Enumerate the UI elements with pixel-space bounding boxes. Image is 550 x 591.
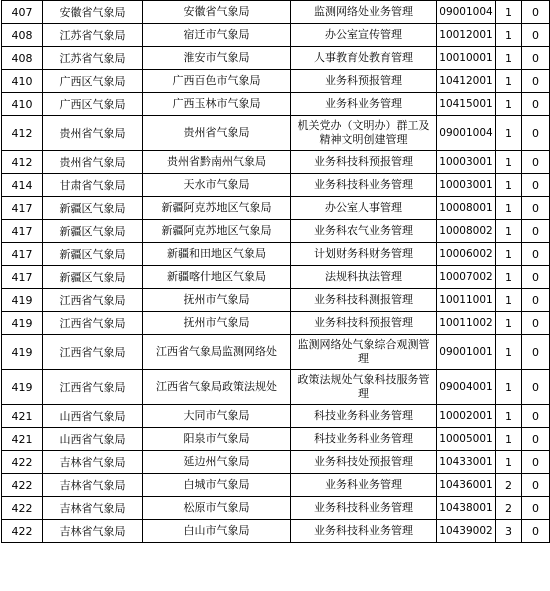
code-cell: 10412001 <box>437 70 496 93</box>
extra-cell: 0 <box>522 289 550 312</box>
rank-cell: 410 <box>2 93 43 116</box>
extra-cell: 0 <box>522 428 550 451</box>
position-cell: 办公室宣传管理 <box>291 24 437 47</box>
count-cell: 1 <box>496 70 522 93</box>
unit-cell: 新疆阿克苏地区气象局 <box>143 220 291 243</box>
extra-cell: 0 <box>522 116 550 151</box>
count-cell: 1 <box>496 405 522 428</box>
position-cell: 业务科业务管理 <box>291 474 437 497</box>
unit-cell: 延边州气象局 <box>143 451 291 474</box>
position-cell: 科技业务科业务管理 <box>291 405 437 428</box>
rank-cell: 408 <box>2 47 43 70</box>
position-cell: 业务科技科业务管理 <box>291 174 437 197</box>
unit-cell: 贵州省黔南州气象局 <box>143 151 291 174</box>
province-cell: 广西区气象局 <box>43 70 143 93</box>
province-cell: 山西省气象局 <box>43 428 143 451</box>
province-cell: 甘肃省气象局 <box>43 174 143 197</box>
table-row <box>2 335 550 370</box>
count-cell: 2 <box>496 474 522 497</box>
code-cell: 09004001 <box>437 370 496 405</box>
table-row <box>2 405 550 428</box>
table-row <box>2 451 550 474</box>
province-cell: 江苏省气象局 <box>43 47 143 70</box>
count-cell: 1 <box>496 197 522 220</box>
province-cell: 贵州省气象局 <box>43 116 143 151</box>
position-cell: 业务科技科业务管理 <box>291 520 437 543</box>
province-cell: 新疆区气象局 <box>43 220 143 243</box>
count-cell: 1 <box>496 266 522 289</box>
code-cell: 10011002 <box>437 312 496 335</box>
province-cell: 安徽省气象局 <box>43 1 143 24</box>
rank-cell: 422 <box>2 497 43 520</box>
rank-cell: 407 <box>2 1 43 24</box>
rank-cell: 410 <box>2 70 43 93</box>
position-cell: 业务科技科预报管理 <box>291 312 437 335</box>
position-cell: 业务科技科业务管理 <box>291 497 437 520</box>
count-cell: 1 <box>496 428 522 451</box>
position-cell: 监测网络处气象综合观测管理 <box>291 335 437 370</box>
position-cell: 办公室人事管理 <box>291 197 437 220</box>
code-cell: 10439002 <box>437 520 496 543</box>
rank-cell: 422 <box>2 474 43 497</box>
rank-cell: 417 <box>2 266 43 289</box>
rank-cell: 419 <box>2 370 43 405</box>
extra-cell: 0 <box>522 520 550 543</box>
code-cell: 10006002 <box>437 243 496 266</box>
code-cell: 10415001 <box>437 93 496 116</box>
position-cell: 业务科技科测报管理 <box>291 289 437 312</box>
extra-cell: 0 <box>522 24 550 47</box>
count-cell: 1 <box>496 243 522 266</box>
code-cell: 10438001 <box>437 497 496 520</box>
code-cell: 10436001 <box>437 474 496 497</box>
province-cell: 新疆区气象局 <box>43 243 143 266</box>
rank-cell: 417 <box>2 197 43 220</box>
extra-cell: 0 <box>522 70 550 93</box>
code-cell: 10005001 <box>437 428 496 451</box>
table-row <box>2 47 550 70</box>
table-row <box>2 428 550 451</box>
unit-cell: 抚州市气象局 <box>143 289 291 312</box>
unit-cell: 抚州市气象局 <box>143 312 291 335</box>
code-cell: 09001004 <box>437 116 496 151</box>
rank-cell: 414 <box>2 174 43 197</box>
rank-cell: 417 <box>2 243 43 266</box>
count-cell: 1 <box>496 289 522 312</box>
extra-cell: 0 <box>522 1 550 24</box>
position-cell: 业务科技处预报管理 <box>291 451 437 474</box>
recruitment-table <box>1 0 550 543</box>
code-cell: 10008002 <box>437 220 496 243</box>
extra-cell: 0 <box>522 266 550 289</box>
code-cell: 10008001 <box>437 197 496 220</box>
province-cell: 新疆区气象局 <box>43 197 143 220</box>
count-cell: 1 <box>496 335 522 370</box>
province-cell: 江西省气象局 <box>43 289 143 312</box>
table-row <box>2 197 550 220</box>
unit-cell: 贵州省气象局 <box>143 116 291 151</box>
extra-cell: 0 <box>522 451 550 474</box>
province-cell: 吉林省气象局 <box>43 497 143 520</box>
extra-cell: 0 <box>522 151 550 174</box>
unit-cell: 大同市气象局 <box>143 405 291 428</box>
count-cell: 1 <box>496 1 522 24</box>
rank-cell: 419 <box>2 312 43 335</box>
unit-cell: 新疆阿克苏地区气象局 <box>143 197 291 220</box>
count-cell: 1 <box>496 47 522 70</box>
unit-cell: 新疆喀什地区气象局 <box>143 266 291 289</box>
rank-cell: 419 <box>2 289 43 312</box>
count-cell: 1 <box>496 116 522 151</box>
position-cell: 业务科技科预报管理 <box>291 151 437 174</box>
rank-cell: 421 <box>2 405 43 428</box>
table-row <box>2 520 550 543</box>
province-cell: 江苏省气象局 <box>43 24 143 47</box>
unit-cell: 新疆和田地区气象局 <box>143 243 291 266</box>
rank-cell: 419 <box>2 335 43 370</box>
province-cell: 新疆区气象局 <box>43 266 143 289</box>
unit-cell: 白山市气象局 <box>143 520 291 543</box>
count-cell: 2 <box>496 497 522 520</box>
table-row <box>2 116 550 151</box>
province-cell: 江西省气象局 <box>43 312 143 335</box>
table-row <box>2 93 550 116</box>
code-cell: 10003001 <box>437 151 496 174</box>
unit-cell: 江西省气象局政策法规处 <box>143 370 291 405</box>
rank-cell: 417 <box>2 220 43 243</box>
position-cell: 监测网络处业务管理 <box>291 1 437 24</box>
extra-cell: 0 <box>522 335 550 370</box>
province-cell: 吉林省气象局 <box>43 474 143 497</box>
position-cell: 计划财务科财务管理 <box>291 243 437 266</box>
unit-cell: 松原市气象局 <box>143 497 291 520</box>
count-cell: 1 <box>496 174 522 197</box>
rank-cell: 408 <box>2 24 43 47</box>
rank-cell: 412 <box>2 151 43 174</box>
code-cell: 09001001 <box>437 335 496 370</box>
position-cell: 法规科执法管理 <box>291 266 437 289</box>
table-row <box>2 70 550 93</box>
position-cell: 政策法规处气象科技服务管理 <box>291 370 437 405</box>
table-row <box>2 174 550 197</box>
province-cell: 贵州省气象局 <box>43 151 143 174</box>
rank-cell: 422 <box>2 520 43 543</box>
extra-cell: 0 <box>522 220 550 243</box>
table-row <box>2 220 550 243</box>
table-row <box>2 151 550 174</box>
count-cell: 1 <box>496 220 522 243</box>
extra-cell: 0 <box>522 497 550 520</box>
extra-cell: 0 <box>522 405 550 428</box>
table-row <box>2 266 550 289</box>
position-cell: 科技业务科业务管理 <box>291 428 437 451</box>
position-cell: 业务科业务管理 <box>291 93 437 116</box>
extra-cell: 0 <box>522 370 550 405</box>
extra-cell: 0 <box>522 93 550 116</box>
province-cell: 江西省气象局 <box>43 370 143 405</box>
table-row <box>2 24 550 47</box>
count-cell: 1 <box>496 24 522 47</box>
unit-cell: 江西省气象局监测网络处 <box>143 335 291 370</box>
unit-cell: 广西百色市气象局 <box>143 70 291 93</box>
table-row <box>2 289 550 312</box>
position-cell: 人事教育处教育管理 <box>291 47 437 70</box>
table-row <box>2 243 550 266</box>
count-cell: 1 <box>496 93 522 116</box>
unit-cell: 安徽省气象局 <box>143 1 291 24</box>
code-cell: 10007002 <box>437 266 496 289</box>
count-cell: 1 <box>496 312 522 335</box>
extra-cell: 0 <box>522 174 550 197</box>
extra-cell: 0 <box>522 47 550 70</box>
count-cell: 3 <box>496 520 522 543</box>
count-cell: 1 <box>496 451 522 474</box>
table-body <box>2 1 550 543</box>
rank-cell: 412 <box>2 116 43 151</box>
rank-cell: 422 <box>2 451 43 474</box>
table-row <box>2 370 550 405</box>
position-cell: 业务科预报管理 <box>291 70 437 93</box>
code-cell: 09001004 <box>437 1 496 24</box>
table-row <box>2 312 550 335</box>
province-cell: 吉林省气象局 <box>43 451 143 474</box>
province-cell: 吉林省气象局 <box>43 520 143 543</box>
extra-cell: 0 <box>522 312 550 335</box>
position-cell: 机关党办（文明办）群工及精神文明创建管理 <box>291 116 437 151</box>
unit-cell: 宿迁市气象局 <box>143 24 291 47</box>
code-cell: 10433001 <box>437 451 496 474</box>
unit-cell: 白城市气象局 <box>143 474 291 497</box>
extra-cell: 0 <box>522 474 550 497</box>
unit-cell: 天水市气象局 <box>143 174 291 197</box>
province-cell: 山西省气象局 <box>43 405 143 428</box>
position-cell: 业务科农气业务管理 <box>291 220 437 243</box>
count-cell: 1 <box>496 151 522 174</box>
unit-cell: 广西玉林市气象局 <box>143 93 291 116</box>
unit-cell: 阳泉市气象局 <box>143 428 291 451</box>
province-cell: 江西省气象局 <box>43 335 143 370</box>
rank-cell: 421 <box>2 428 43 451</box>
code-cell: 10012001 <box>437 24 496 47</box>
code-cell: 10003001 <box>437 174 496 197</box>
extra-cell: 0 <box>522 197 550 220</box>
unit-cell: 淮安市气象局 <box>143 47 291 70</box>
province-cell: 广西区气象局 <box>43 93 143 116</box>
code-cell: 10011001 <box>437 289 496 312</box>
code-cell: 10002001 <box>437 405 496 428</box>
table-row <box>2 474 550 497</box>
count-cell: 1 <box>496 370 522 405</box>
table-row <box>2 1 550 24</box>
table-row <box>2 497 550 520</box>
extra-cell: 0 <box>522 243 550 266</box>
code-cell: 10010001 <box>437 47 496 70</box>
